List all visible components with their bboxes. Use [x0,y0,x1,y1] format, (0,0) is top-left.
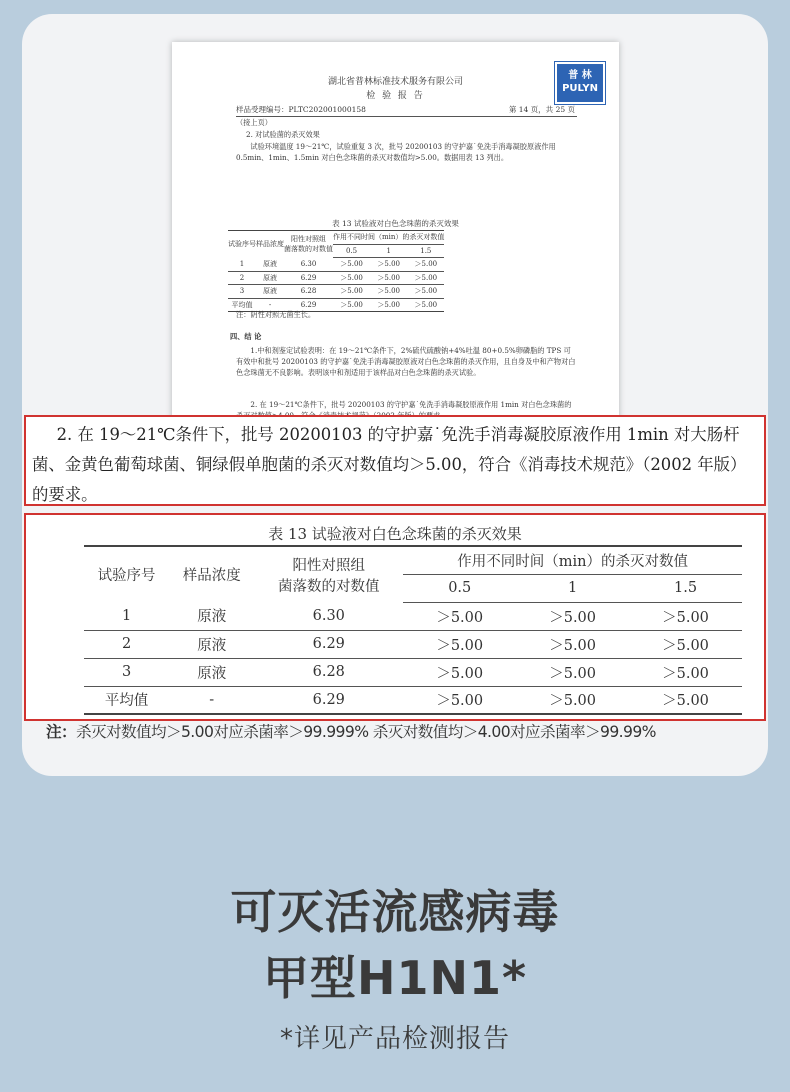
th-control-line2: 菌落数的对数值 [278,578,380,595]
report-page-info: 第 14 页，共 25 页 [508,105,575,114]
report-section2-body: 试验环境温度 19～21℃，试验重复 3 次，批号 20200103 的守护嘉˙免洗手消毒凝胶原液作用 0.5min、1min、1.5min 对白色念珠菌的杀灭对数值均>5.00。数据用表 13 列出。 [236,142,556,162]
table-caption: 表 13 试验液对白色念珠菌的杀灭效果 [268,525,522,543]
table-row [84,686,742,714]
report-continued: （接上页） [236,118,272,127]
rt-cell: 2 [228,271,256,285]
rt-cell: ＞5.00 [333,298,370,312]
rt-cell: - [256,298,284,312]
th-t1: 0.5 [403,574,516,602]
report-sample-no: 样品受理编号：PLTC202001000158 [236,105,366,114]
logo-cn-text: 普 林 [568,70,592,81]
report-card [22,14,768,776]
results-table [84,545,742,715]
cell-v3: ＞5.00 [629,602,742,630]
rt-cell: ＞5.00 [407,298,444,312]
rt-h-conc: 样品浓度 [256,231,284,258]
rt-cell: ＞5.00 [370,298,407,312]
report-conclusion-2: 2. 在 19～21℃条件下，批号 20200103 的守护嘉˙免洗手消毒凝胶原液作用 1min 对白色念珠菌的 [250,400,572,409]
cell-v1: ＞5.00 [403,602,516,630]
rt-cell: ＞5.00 [333,258,370,272]
cell-v1: ＞5.00 [403,630,516,658]
rt-cell: 平均值 [228,298,256,312]
cell-seq: 3 [84,658,169,686]
rt-h-t2: 1 [370,244,407,258]
cell-control: 6.29 [254,686,403,714]
th-control [254,546,403,602]
cell-v2: ＞5.00 [516,686,629,714]
cell-v1: ＞5.00 [403,686,516,714]
th-t3: 1.5 [629,574,742,602]
rt-cell: ＞5.00 [407,271,444,285]
th-conc: 样品浓度 [169,546,254,602]
cell-seq: 1 [84,602,169,630]
th-time-group: 作用不同时间（min）的杀灭对数值 [403,546,742,574]
cell-conc: 原液 [169,602,254,630]
highlight-table-box [24,513,766,721]
highlight-conclusion-text: 2. 在 19～21℃条件下，批号 20200103 的守护嘉˙免洗手消毒凝胶原液作用 1min 对大肠杆菌、金黄色葡萄球菌、铜绿假单胞菌的杀灭对数值均＞5.00，符合《消毒技术规范》（2002 年版）的要求。 [32,425,747,504]
rt-h-time: 作用不同时间（min）的杀灭对数值 [333,231,444,245]
cell-v2: ＞5.00 [516,658,629,686]
rt-cell: ＞5.00 [370,285,407,299]
report-conclusion-1: 1.中和剂鉴定试验表明：在 19～21℃条件下，2%硫代硫酸钠+4%吐温 80+0.5%卵磷脂的 TPS 可有效中和批号 20200103 的守护嘉˙免洗手消毒凝胶原液对白色念珠菌的杀灭作用，且自身及中和产物对白色念珠菌无不良影响。表明该中和剂适用于该样品对白色念珠菌的杀灭试验。 [236,346,576,377]
rt-cell: ＞5.00 [333,285,370,299]
logo-en-text: PULYN [562,83,598,94]
rt-cell: 6.30 [284,258,333,272]
footnote-text: 杀灭对数值均＞5.00对应杀菌率＞99.999% 杀灭对数值均＞4.00对应杀菌率＞99.99% [76,723,656,741]
th-t2: 1 [516,574,629,602]
rt-row [228,285,444,299]
report-scan [172,42,619,442]
rt-cell: 原液 [256,258,284,272]
report-table [228,230,444,312]
headline-line-2: 甲型H1N1* [262,951,528,1005]
rt-cell: 6.28 [284,285,333,299]
table-row [84,602,742,630]
report-table-caption: 表 13 试验液对白色念珠菌的杀灭效果 [332,219,459,228]
rt-h-control-2: 菌落数的对数值 [284,245,333,254]
table-row [84,658,742,686]
rt-cell: ＞5.00 [333,271,370,285]
cell-v3: ＞5.00 [629,630,742,658]
report-table-note: 注：阴性对照无菌生长。 [236,310,316,319]
cell-conc: 原液 [169,630,254,658]
rt-cell: 6.29 [284,271,333,285]
cell-v3: ＞5.00 [629,686,742,714]
cell-v2: ＞5.00 [516,630,629,658]
table-row [84,630,742,658]
rt-h-control [284,231,333,258]
rt-h-t3: 1.5 [407,244,444,258]
rt-cell: ＞5.00 [370,258,407,272]
rt-cell: ＞5.00 [370,271,407,285]
cell-control: 6.29 [254,630,403,658]
report-section4-title: 四、结 论 [230,332,262,341]
cell-seq: 平均值 [84,686,169,714]
cell-conc: - [169,686,254,714]
report-company: 湖北省普林标准技术服务有限公司 [327,77,463,87]
cell-v3: ＞5.00 [629,658,742,686]
footnote-label: 注： [46,723,76,741]
rt-h-control-1: 阳性对照组 [291,234,326,243]
th-seq: 试验序号 [84,546,169,602]
th-control-line1: 阳性对照组 [292,557,366,574]
cell-control: 6.30 [254,602,403,630]
cell-v1: ＞5.00 [403,658,516,686]
rt-h-seq: 试验序号 [228,231,256,258]
rt-cell: 3 [228,285,256,299]
rt-cell: 原液 [256,285,284,299]
rt-h-t1: 0.5 [333,244,370,258]
subtitle: *详见产品检测报告 [279,1024,510,1054]
cell-conc: 原液 [169,658,254,686]
cell-control: 6.28 [254,658,403,686]
rt-cell: 原液 [256,271,284,285]
headline-line-1: 可灭活流感病毒 [230,885,560,939]
rt-cell: ＞5.00 [407,258,444,272]
footnote [22,720,768,742]
cell-v2: ＞5.00 [516,602,629,630]
report-section2-title: 2. 对试验菌的杀灭效果 [246,130,320,139]
report-header-rule [236,116,577,117]
report-title: 检 验 报 告 [366,91,425,101]
rt-cell: ＞5.00 [407,285,444,299]
rt-cell: 1 [228,258,256,272]
rt-row [228,258,444,272]
cell-seq: 2 [84,630,169,658]
highlight-conclusion-box [24,415,766,506]
rt-cell: 6.29 [284,298,333,312]
rt-row [228,271,444,285]
